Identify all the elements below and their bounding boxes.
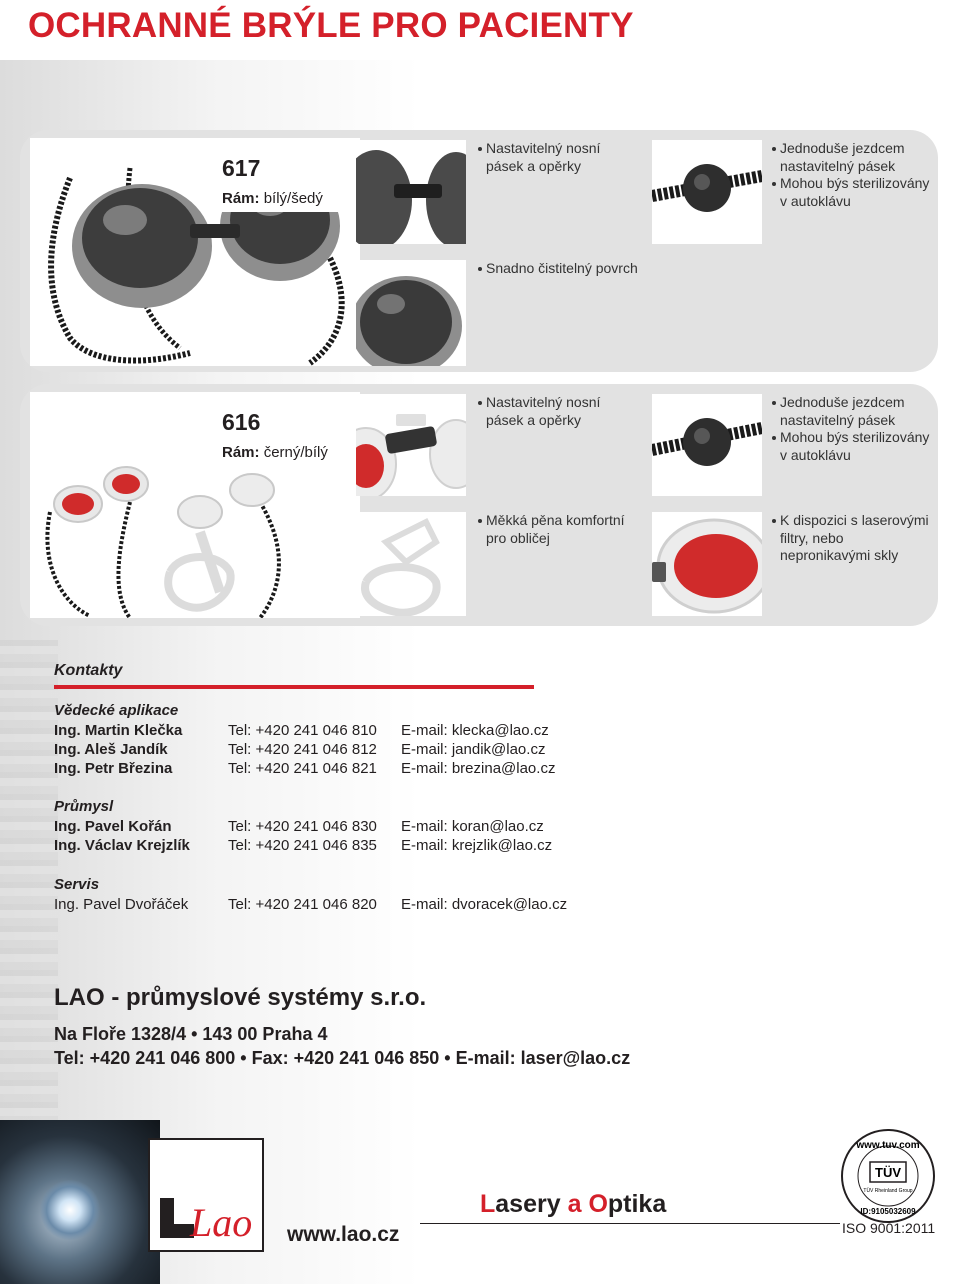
product-info-617	[216, 142, 362, 212]
feature-list-616-4	[772, 512, 929, 565]
feature-line: K dispozici s laserovými	[772, 512, 929, 530]
contact-phone: Tel: +420 241 046 810	[228, 722, 377, 739]
logo-wordmark: Lao	[190, 1200, 253, 1245]
contact-email[interactable]: E-mail: krejzlik@lao.cz	[401, 837, 553, 854]
contact-name: Ing. Martin Klečka	[54, 722, 183, 739]
contact-phone: Tel: +420 241 046 812	[228, 741, 377, 758]
foam-pad-image	[356, 512, 466, 616]
slider-strap-image	[652, 140, 762, 244]
model-number: 617	[222, 155, 261, 181]
footer-divider	[420, 1223, 840, 1224]
laser-photo-corner	[0, 1120, 160, 1284]
feature-line: filtry, nebo	[780, 529, 844, 546]
feature-line: Měkká pěna komfortní	[478, 512, 625, 530]
contact-phone: Tel: +420 241 046 830	[228, 818, 377, 835]
contact-email[interactable]: E-mail: dvoracek@lao.cz	[401, 896, 568, 913]
slogan: Lasery a Optika	[480, 1190, 667, 1218]
contact-name: Ing. Aleš Jandík	[54, 741, 168, 758]
svg-text:ID:9105032609: ID:9105032609	[860, 1207, 916, 1216]
tuv-certification-seal	[840, 1128, 936, 1224]
feature-line: Jednoduše jezdcem	[772, 394, 929, 412]
company-address: Na Floře 1328/4 • 143 00 Praha 4	[54, 1024, 328, 1044]
contact-email[interactable]: E-mail: klecka@lao.cz	[401, 722, 549, 739]
slider-strap-image	[652, 394, 762, 496]
model-number: 616	[222, 409, 261, 435]
feature-line: v autoklávu	[780, 446, 851, 463]
feature-line: nastavitelný pásek	[780, 157, 896, 174]
product-panel-616	[20, 384, 938, 626]
product-panel-617	[20, 130, 938, 372]
svg-text:TÜV: TÜV	[875, 1165, 901, 1180]
laser-filter-image	[652, 512, 762, 616]
feature-list-616-3	[478, 512, 625, 547]
feature-list-617-3	[478, 260, 638, 278]
feature-line: v autoklávu	[780, 192, 851, 209]
page-title: OCHRANNÉ BRÝLE PRO PACIENTY	[28, 6, 634, 45]
feature-line: pásek a opěrky	[486, 411, 581, 428]
contact-name: Ing. Václav Krejzlík	[54, 837, 190, 854]
iso-certification: ISO 9001:2011	[842, 1220, 936, 1236]
website-link[interactable]: www.lao.cz	[287, 1223, 400, 1246]
feature-list-617-2	[772, 140, 929, 210]
feature-line: Snadno čistitelný povrch	[478, 260, 638, 278]
section-industry: Průmysl	[54, 798, 114, 815]
company-name: LAO - průmyslové systémy s.r.o.	[54, 984, 427, 1011]
surface-detail-image	[356, 260, 466, 366]
contact-phone: Tel: +420 241 046 821	[228, 760, 377, 777]
feature-list-616-1	[478, 394, 600, 429]
company-contact-line: Tel: +420 241 046 800 • Fax: +420 241 046 850 • E-mail: laser@lao.cz	[54, 1048, 631, 1068]
contact-phone: Tel: +420 241 046 835	[228, 837, 377, 854]
contact-name: Ing. Petr Březina	[54, 760, 173, 777]
section-scientific: Vědecké aplikace	[54, 702, 179, 719]
feature-line: pásek a opěrky	[486, 157, 581, 174]
svg-text:TÜV Rheinland Group: TÜV Rheinland Group	[863, 1188, 913, 1194]
contact-name: Ing. Pavel Kořán	[54, 818, 172, 835]
section-service: Servis	[54, 876, 100, 893]
frame-color: Rám: bílý/šedý	[222, 190, 323, 207]
feature-line: Nastavitelný nosní	[478, 394, 600, 412]
contact-email[interactable]: E-mail: koran@lao.cz	[401, 818, 544, 835]
feature-line: Mohou býs sterilizovány	[772, 175, 929, 193]
nose-strap-image	[356, 140, 466, 244]
contact-name: Ing. Pavel Dvořáček	[54, 896, 189, 913]
feature-line: Jednoduše jezdcem	[772, 140, 929, 158]
contact-email[interactable]: E-mail: brezina@lao.cz	[401, 760, 556, 777]
contacts-heading: Kontakty	[54, 662, 123, 679]
feature-line: nepronikavými skly	[780, 547, 899, 563]
feature-line: nastavitelný pásek	[780, 411, 896, 428]
feature-line: pro obličej	[486, 529, 550, 546]
feature-list-616-2	[772, 394, 929, 464]
contacts-divider	[54, 685, 534, 689]
nose-strap-image	[356, 394, 466, 496]
frame-color: Rám: černý/bílý	[222, 444, 328, 461]
feature-list-617-1	[478, 140, 600, 175]
product-info-616	[216, 396, 362, 466]
feature-line: Nastavitelný nosní	[478, 140, 600, 158]
svg-text:www.tuv.com: www.tuv.com	[856, 1140, 920, 1151]
contact-phone: Tel: +420 241 046 820	[228, 896, 377, 913]
feature-line: Mohou býs sterilizovány	[772, 429, 929, 447]
lao-logo	[148, 1138, 264, 1252]
contact-email[interactable]: E-mail: jandik@lao.cz	[401, 741, 546, 758]
